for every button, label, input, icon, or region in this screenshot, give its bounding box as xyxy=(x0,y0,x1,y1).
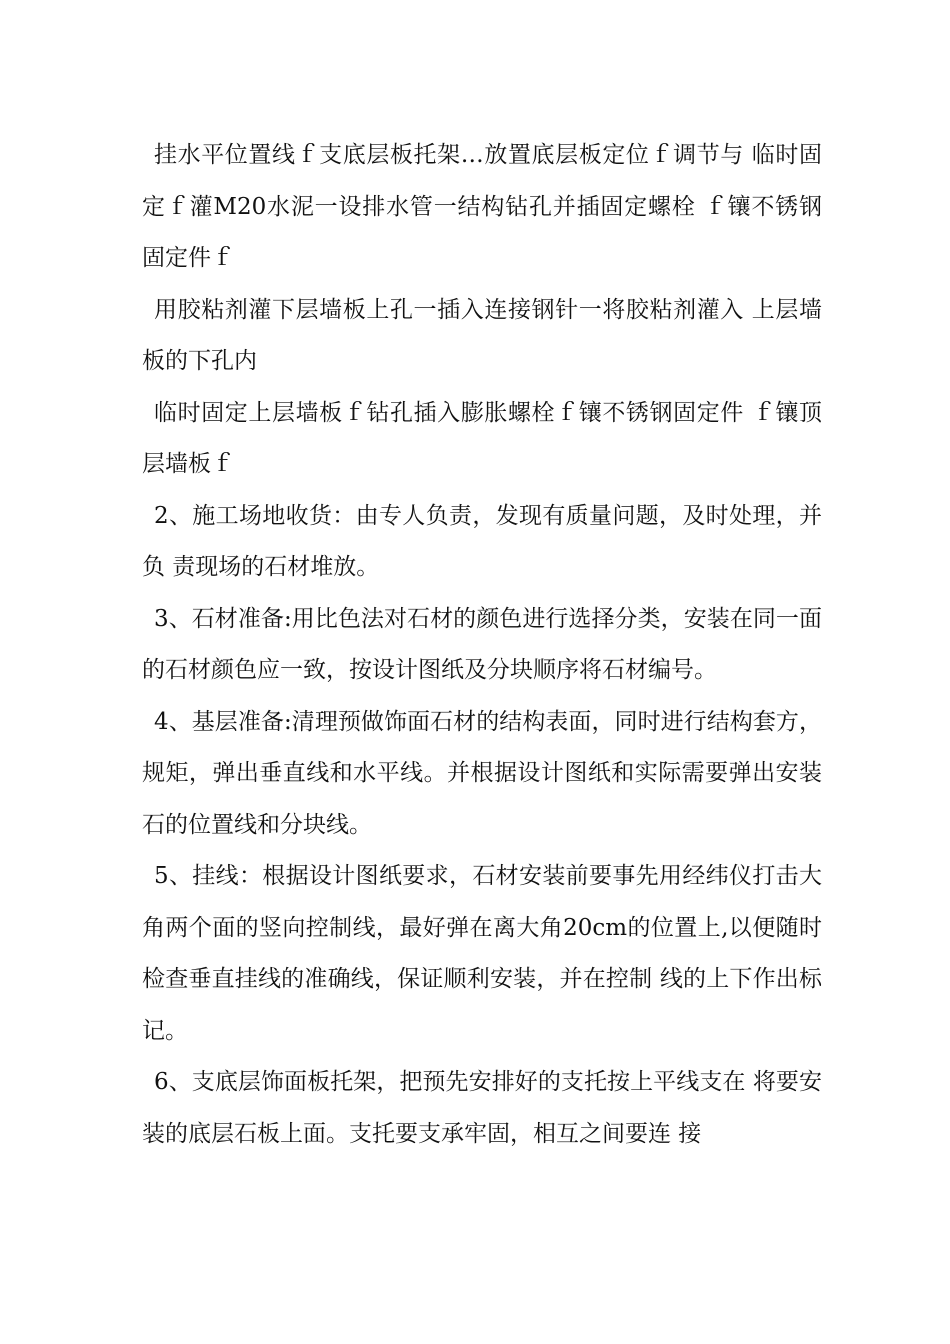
paragraph-process-1: 挂水平位置线ｆ支底层板托架…放置底层板定位ｆ调节与 临时固定ｆ灌M20水泥一设排水管一结构钻孔并插固定螺栓 ｆ镶不锈钢固定件ｆ xyxy=(142,142,822,271)
document-body xyxy=(142,130,822,1160)
paragraph-process-3: 临时固定上层墙板ｆ钻孔插入膨胀螺栓ｆ镶不锈钢固定件 ｆ镶顶层墙板ｆ xyxy=(142,399,822,477)
paragraph-step-3: 3、石材准备:用比色法对石材的颜色进行选择分类，安装在同一面的石材颜色应一致，按设计图纸及分块顺序将石材编号。 xyxy=(142,605,822,683)
paragraph-step-5: 5、挂线：根据设计图纸要求，石材安装前要事先用经纬仪打击大角两个面的竖向控制线，最好弹在离大角20cm的位置上,以便随时检查垂直挂线的准确线，保证顺利安装，并在控制 线的上下作出标记。 xyxy=(142,863,822,1044)
paragraph-step-4: 4、基层准备:清理预做饰面石材的结构表面，同时进行结构套方，规矩，弹出垂直线和水平线。并根据设计图纸和实际需要弹出安装石的位置线和分块线。 xyxy=(142,708,822,838)
paragraph-step-2: 2、施工场地收货：由专人负责，发现有质量问题，及时处理，并负 责现场的石材堆放。 xyxy=(142,502,822,580)
paragraph-process-2: 用胶粘剂灌下层墙板上孔一插入连接钢针一将胶粘剂灌入 上层墙板的下孔内 xyxy=(142,296,822,374)
paragraph-step-6: 6、支底层饰面板托架，把预先安排好的支托按上平线支在 将要安装的底层石板上面。支托要支承牢固，相互之间要连 接 xyxy=(142,1069,822,1147)
